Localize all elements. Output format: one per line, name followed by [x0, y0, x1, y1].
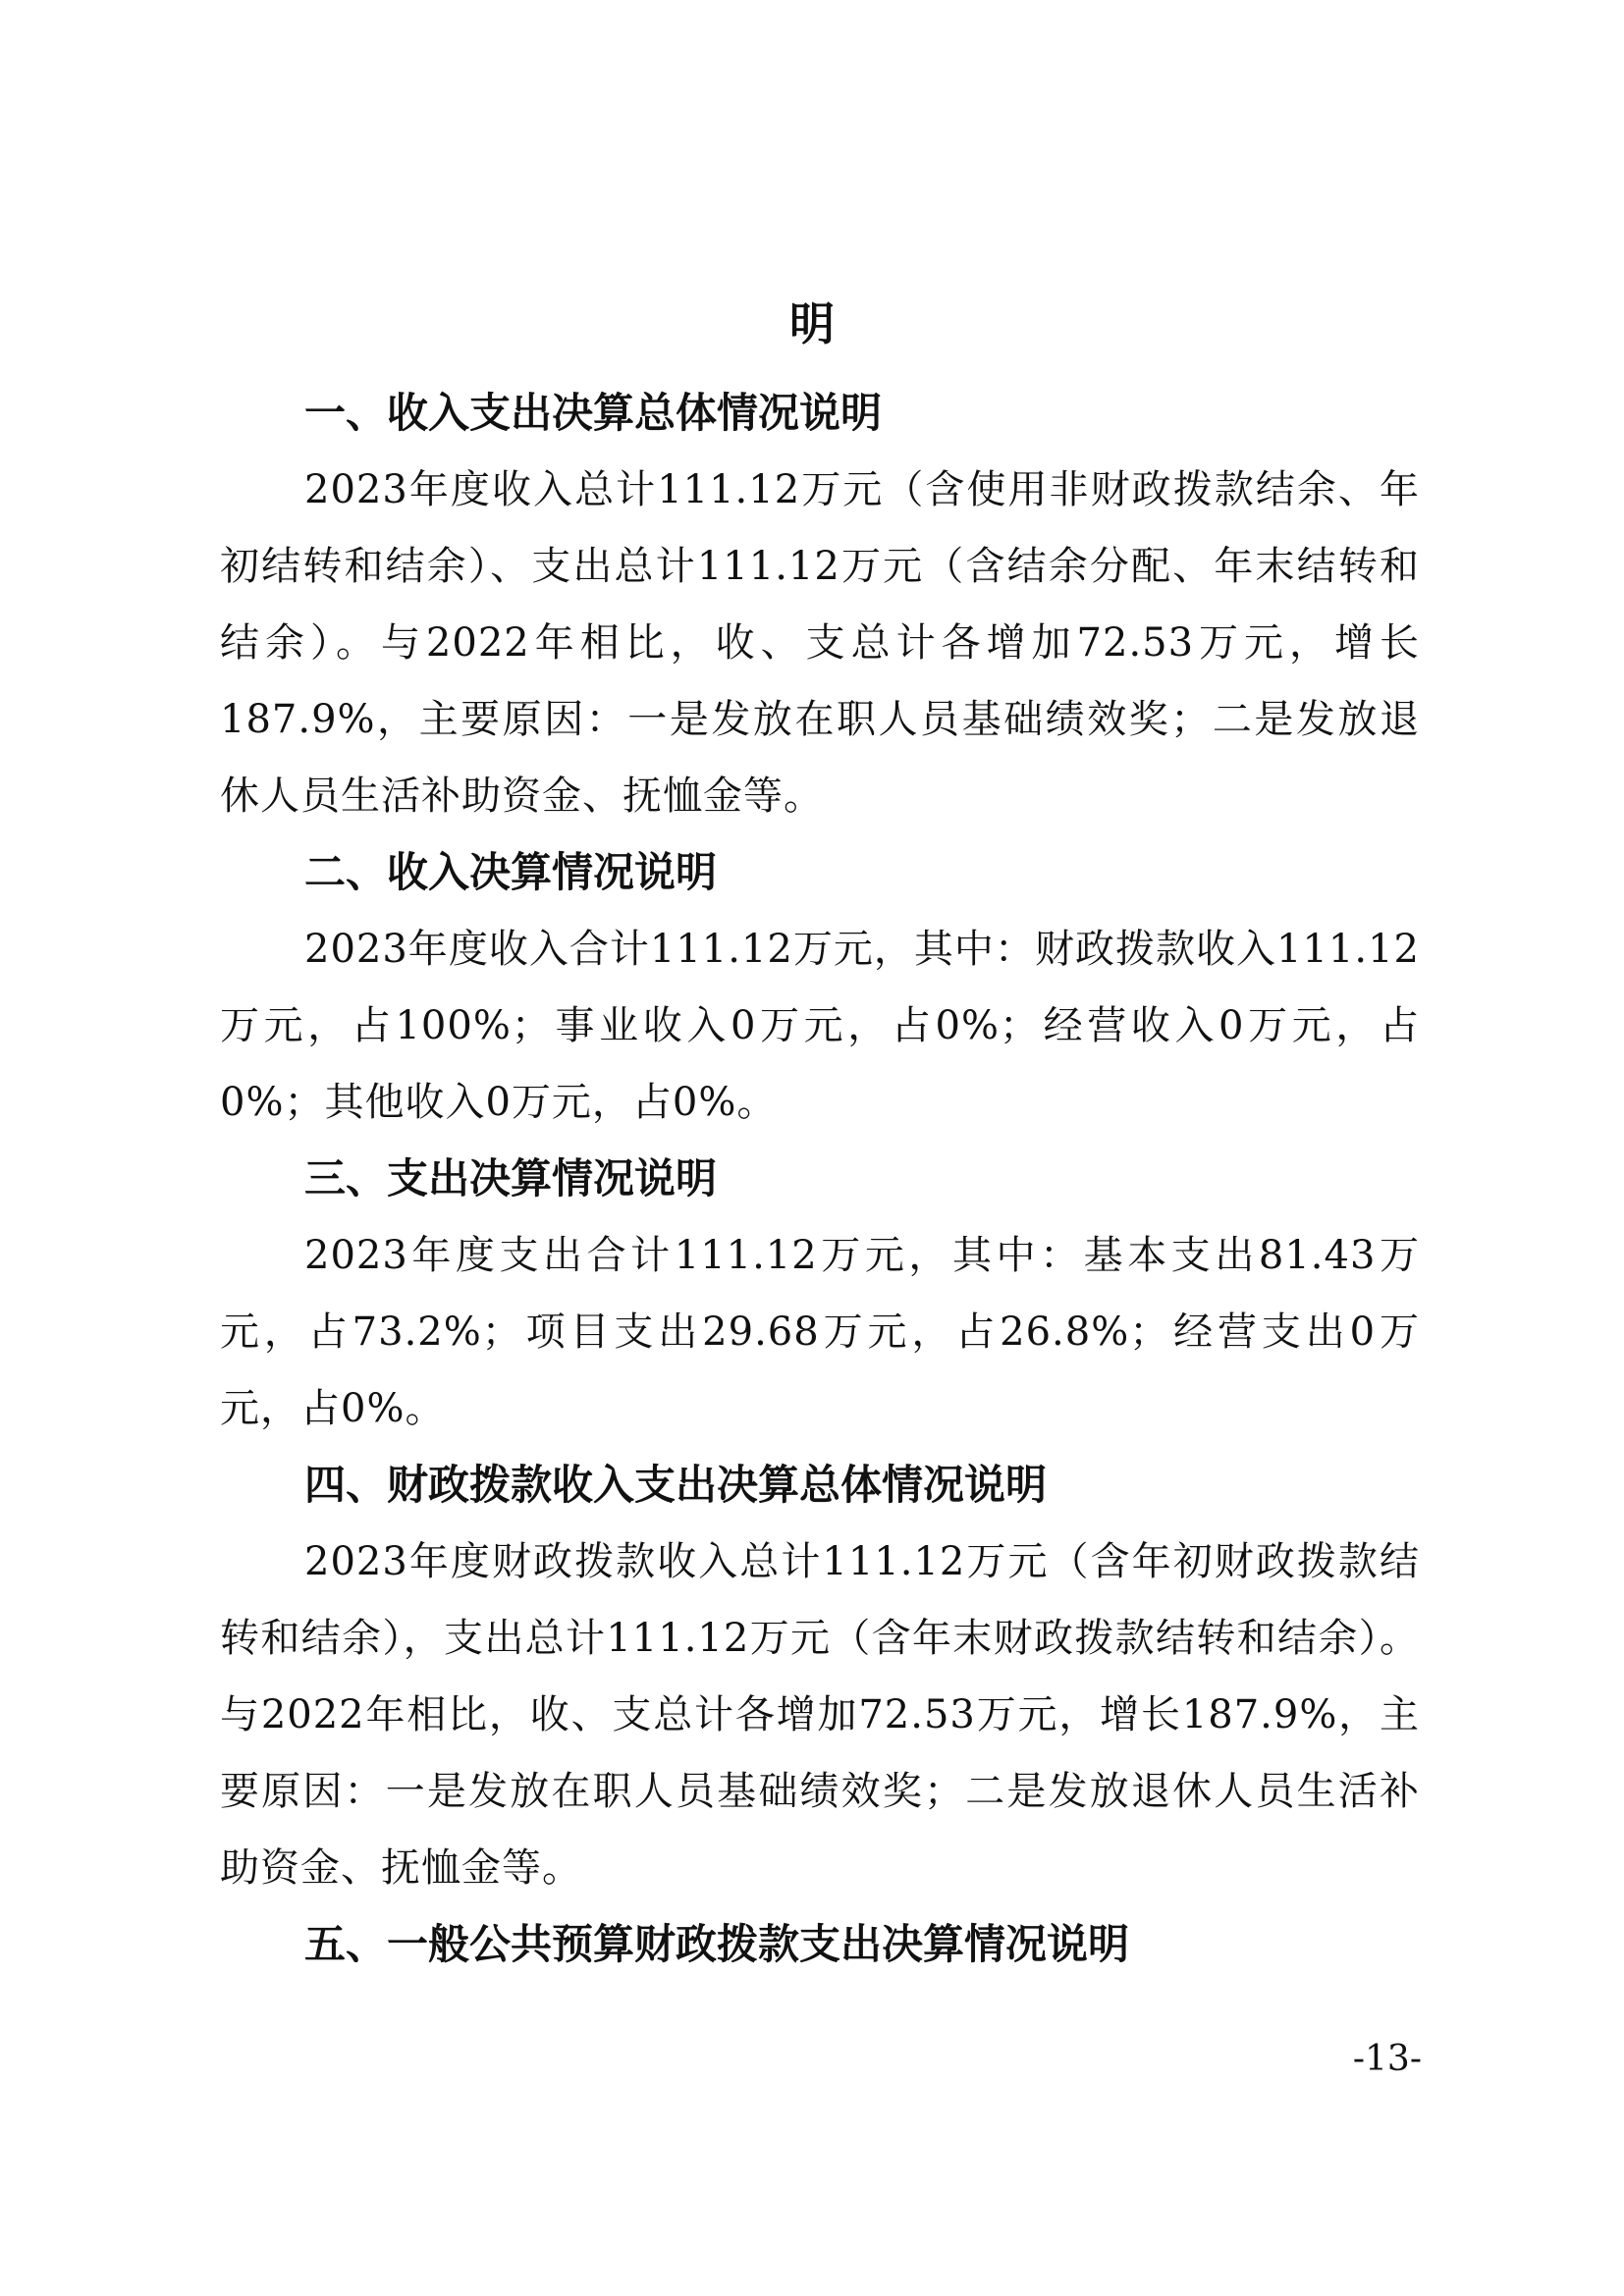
section-heading-4: 四、财政拨款收入支出决算总体情况说明 [304, 1461, 1048, 1509]
section-heading-2: 二、收入决算情况说明 [304, 848, 718, 896]
section-paragraph-4: 2023年度财政拨款收入总计111.12万元（含年初财政拨款结转和结余），支出总计111.12万元（含年末财政拨款结转和结余）。与2022年相比，收、支总计各增加72.53万元，增长187.9%，主要原因：一是发放在职人员基础绩效奖；二是发放退休人员生活补助资金、抚恤金等。 [220, 1539, 1420, 1891]
section-paragraph-3: 2023年度支出合计111.12万元，其中：基本支出81.43万元，占73.2%；项目支出29.68万元，占26.8%；经营支出0万元，占0%。 [220, 1233, 1420, 1431]
section-heading-5: 五、一般公共预算财政拨款支出决算情况说明 [304, 1920, 1130, 1968]
section-paragraph-2: 2023年度收入合计111.12万元，其中：财政拨款收入111.12万元，占100%；事业收入0万元，占0%；经营收入0万元，占0%；其他收入0万元，占0%。 [220, 927, 1420, 1125]
section-paragraph-1: 2023年度收入总计111.12万元（含使用非财政拨款结余、年初结转和结余）、支出总计111.12万元（含结余分配、年末结转和结余）。与2022年相比，收、支总计各增加72.53万元，增长187.9%，主要原因：一是发放在职人员基础绩效奖；二是发放退休人员生活补助资金、抚恤金等。 [220, 467, 1420, 819]
document-body [220, 375, 1420, 1983]
page-number: -13- [1352, 2039, 1422, 2079]
page-title: 明 [789, 297, 835, 350]
section-heading-3: 三、支出决算情况说明 [304, 1154, 718, 1202]
section-heading-1: 一、收入支出决算总体情况说明 [304, 389, 883, 437]
